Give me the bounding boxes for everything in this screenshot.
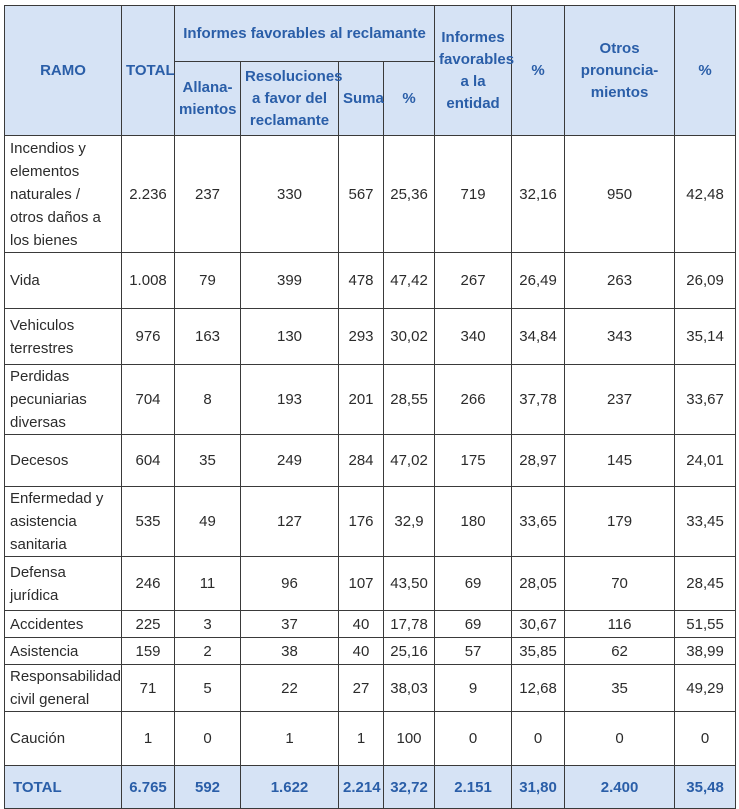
- table-row: [5, 557, 736, 611]
- header-ramo: RAMO: [5, 6, 122, 136]
- pct-entidad-cell: 30,67: [512, 611, 565, 638]
- otros-cell: 145: [565, 435, 675, 487]
- pct-otros-cell: 35,14: [675, 309, 736, 365]
- otros-cell: 35: [565, 665, 675, 712]
- resoluciones-cell: 38: [241, 638, 339, 665]
- pct-reclamante-cell: 17,78: [384, 611, 435, 638]
- favorables-entidad-cell: 340: [435, 309, 512, 365]
- ramo-cell: Vehiculos terrestres: [5, 309, 122, 365]
- total-cell: 1.008: [122, 253, 175, 309]
- otros-cell: 237: [565, 365, 675, 435]
- pct-reclamante-cell: 43,50: [384, 557, 435, 611]
- resoluciones-cell: 37: [241, 611, 339, 638]
- suma-cell: 40: [339, 611, 384, 638]
- favorables-entidad-cell: 266: [435, 365, 512, 435]
- pct-otros-cell: 0: [675, 712, 736, 766]
- pct-entidad-cell: 37,78: [512, 365, 565, 435]
- ramo-cell: Perdidas pecuniarias diversas: [5, 365, 122, 435]
- resoluciones-cell: 22: [241, 665, 339, 712]
- resoluciones-cell: 193: [241, 365, 339, 435]
- pct-entidad-cell: 35,85: [512, 638, 565, 665]
- ramo-cell: Caución: [5, 712, 122, 766]
- total-pct-otros-cell: 35,48: [675, 766, 736, 809]
- ramo-cell: Asistencia: [5, 638, 122, 665]
- otros-cell: 343: [565, 309, 675, 365]
- favorables-entidad-cell: 0: [435, 712, 512, 766]
- table-row: [5, 136, 736, 253]
- favorables-entidad-cell: 175: [435, 435, 512, 487]
- otros-cell: 179: [565, 487, 675, 557]
- table-row: [5, 309, 736, 365]
- total-cell: 976: [122, 309, 175, 365]
- pct-otros-cell: 51,55: [675, 611, 736, 638]
- pct-entidad-cell: 26,49: [512, 253, 565, 309]
- otros-cell: 263: [565, 253, 675, 309]
- suma-cell: 293: [339, 309, 384, 365]
- pct-entidad-cell: 34,84: [512, 309, 565, 365]
- table-row: [5, 435, 736, 487]
- resoluciones-cell: 1: [241, 712, 339, 766]
- otros-cell: 70: [565, 557, 675, 611]
- total-allanamientos-cell: 592: [175, 766, 241, 809]
- pct-entidad-cell: 12,68: [512, 665, 565, 712]
- resoluciones-cell: 127: [241, 487, 339, 557]
- allanamientos-cell: 237: [175, 136, 241, 253]
- allanamientos-cell: 3: [175, 611, 241, 638]
- resoluciones-cell: 399: [241, 253, 339, 309]
- suma-cell: 107: [339, 557, 384, 611]
- total-resoluciones-cell: 1.622: [241, 766, 339, 809]
- pct-reclamante-cell: 30,02: [384, 309, 435, 365]
- table-row: [5, 638, 736, 665]
- reclamaciones-table: [4, 5, 736, 809]
- total-pct-reclamante-cell: 32,72: [384, 766, 435, 809]
- ramo-cell: Vida: [5, 253, 122, 309]
- favorables-entidad-cell: 719: [435, 136, 512, 253]
- favorables-entidad-cell: 69: [435, 611, 512, 638]
- header-pct-entidad: %: [512, 6, 565, 136]
- resoluciones-cell: 130: [241, 309, 339, 365]
- header-favorables-reclamante: Informes favorables al reclamante: [175, 6, 435, 62]
- pct-otros-cell: 49,29: [675, 665, 736, 712]
- total-suma-cell: 2.214: [339, 766, 384, 809]
- favorables-entidad-cell: 267: [435, 253, 512, 309]
- allanamientos-cell: 35: [175, 435, 241, 487]
- header-pct-reclamante: %: [384, 62, 435, 136]
- pct-otros-cell: 42,48: [675, 136, 736, 253]
- favorables-entidad-cell: 69: [435, 557, 512, 611]
- total-cell: 246: [122, 557, 175, 611]
- header-resoluciones: Resoluciones a favor del reclamante: [241, 62, 339, 136]
- pct-otros-cell: 28,45: [675, 557, 736, 611]
- pct-otros-cell: 33,67: [675, 365, 736, 435]
- suma-cell: 176: [339, 487, 384, 557]
- allanamientos-cell: 79: [175, 253, 241, 309]
- total-cell: 704: [122, 365, 175, 435]
- allanamientos-cell: 2: [175, 638, 241, 665]
- allanamientos-cell: 8: [175, 365, 241, 435]
- suma-cell: 567: [339, 136, 384, 253]
- total-row: [5, 766, 736, 809]
- pct-otros-cell: 33,45: [675, 487, 736, 557]
- allanamientos-cell: 163: [175, 309, 241, 365]
- total-ramo-cell: TOTAL: [5, 766, 122, 809]
- allanamientos-cell: 11: [175, 557, 241, 611]
- suma-cell: 284: [339, 435, 384, 487]
- table-body: [5, 136, 736, 809]
- total-cell: 535: [122, 487, 175, 557]
- suma-cell: 40: [339, 638, 384, 665]
- total-cell: 1: [122, 712, 175, 766]
- pct-reclamante-cell: 32,9: [384, 487, 435, 557]
- suma-cell: 478: [339, 253, 384, 309]
- pct-otros-cell: 26,09: [675, 253, 736, 309]
- pct-entidad-cell: 32,16: [512, 136, 565, 253]
- pct-reclamante-cell: 25,16: [384, 638, 435, 665]
- pct-otros-cell: 24,01: [675, 435, 736, 487]
- pct-reclamante-cell: 47,42: [384, 253, 435, 309]
- suma-cell: 201: [339, 365, 384, 435]
- header-otros: Otros pronuncia-mientos: [565, 6, 675, 136]
- favorables-entidad-cell: 9: [435, 665, 512, 712]
- favorables-entidad-cell: 57: [435, 638, 512, 665]
- pct-otros-cell: 38,99: [675, 638, 736, 665]
- ramo-cell: Incendios y elementos naturales / otros daños a los bienes: [5, 136, 122, 253]
- header-favorables-entidad: Informes favorables a la entidad: [435, 6, 512, 136]
- resoluciones-cell: 249: [241, 435, 339, 487]
- total-cell: 2.236: [122, 136, 175, 253]
- total-cell: 604: [122, 435, 175, 487]
- total-pct-entidad-cell: 31,80: [512, 766, 565, 809]
- pct-reclamante-cell: 38,03: [384, 665, 435, 712]
- otros-cell: 950: [565, 136, 675, 253]
- pct-entidad-cell: 0: [512, 712, 565, 766]
- allanamientos-cell: 49: [175, 487, 241, 557]
- pct-reclamante-cell: 100: [384, 712, 435, 766]
- pct-entidad-cell: 28,05: [512, 557, 565, 611]
- total-total-cell: 6.765: [122, 766, 175, 809]
- table-row: [5, 611, 736, 638]
- ramo-cell: Enfermedad y asistencia sanitaria: [5, 487, 122, 557]
- otros-cell: 62: [565, 638, 675, 665]
- header-pct-otros: %: [675, 6, 736, 136]
- total-otros-cell: 2.400: [565, 766, 675, 809]
- ramo-cell: Responsabilidad civil general: [5, 665, 122, 712]
- total-favorables-entidad-cell: 2.151: [435, 766, 512, 809]
- resoluciones-cell: 96: [241, 557, 339, 611]
- pct-entidad-cell: 28,97: [512, 435, 565, 487]
- allanamientos-cell: 5: [175, 665, 241, 712]
- pct-reclamante-cell: 47,02: [384, 435, 435, 487]
- suma-cell: 27: [339, 665, 384, 712]
- table-row: [5, 712, 736, 766]
- header-total: TOTAL: [122, 6, 175, 136]
- table-row: [5, 365, 736, 435]
- header-allanamientos: Allana-mientos: [175, 62, 241, 136]
- pct-entidad-cell: 33,65: [512, 487, 565, 557]
- ramo-cell: Accidentes: [5, 611, 122, 638]
- otros-cell: 116: [565, 611, 675, 638]
- total-cell: 159: [122, 638, 175, 665]
- header-suma: Suma: [339, 62, 384, 136]
- suma-cell: 1: [339, 712, 384, 766]
- total-cell: 225: [122, 611, 175, 638]
- favorables-entidad-cell: 180: [435, 487, 512, 557]
- ramo-cell: Defensa jurídica: [5, 557, 122, 611]
- pct-reclamante-cell: 28,55: [384, 365, 435, 435]
- table-row: [5, 253, 736, 309]
- resoluciones-cell: 330: [241, 136, 339, 253]
- table-row: [5, 487, 736, 557]
- pct-reclamante-cell: 25,36: [384, 136, 435, 253]
- allanamientos-cell: 0: [175, 712, 241, 766]
- otros-cell: 0: [565, 712, 675, 766]
- total-cell: 71: [122, 665, 175, 712]
- table-row: [5, 665, 736, 712]
- ramo-cell: Decesos: [5, 435, 122, 487]
